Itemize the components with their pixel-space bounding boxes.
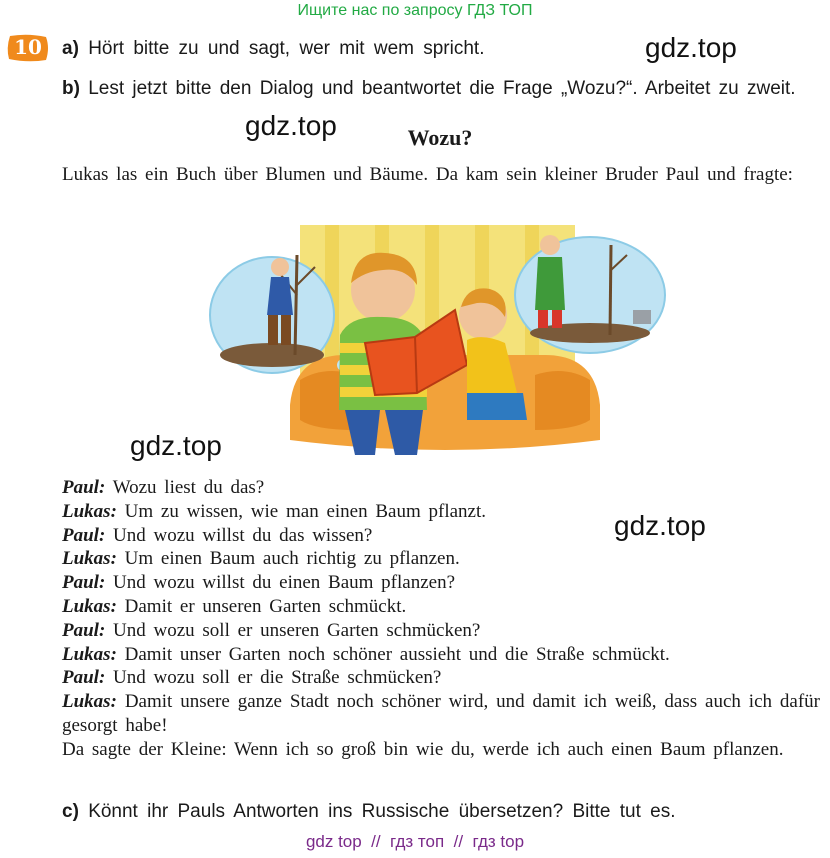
dialog-text: Damit er unseren Garten schmückt.: [124, 595, 407, 617]
dialog-line: [62, 476, 820, 500]
exercise-number: 10: [14, 35, 42, 59]
dialog-text: Und wozu willst du einen Baum pflanzen?: [113, 572, 456, 594]
task-c-letter: c): [62, 801, 79, 822]
speaker-name: Lukas:: [62, 595, 117, 617]
task-c-text: Könnt ihr Pauls Antworten ins Russische übersetzen? Bitte tut es.: [88, 801, 676, 822]
watermark: gdz.top: [614, 510, 706, 541]
dialog-text: Um zu wissen, wie man einen Baum pflanzt.: [124, 500, 486, 522]
dialog-text: Und wozu soll er die Straße schmücken?: [113, 667, 442, 689]
dialog-line: [62, 595, 820, 619]
dialog-text: Damit unsere ganze Stadt noch schöner wird, und damit ich weiß, dass auch ich dafür gesorgt habe!: [62, 691, 820, 736]
dialog-text: Und wozu soll er unseren Garten schmücken?: [113, 619, 481, 641]
dialog-line: [62, 571, 820, 595]
dialog: [62, 476, 820, 762]
watermark: gdz.top: [130, 430, 222, 461]
speaker-name: Lukas:: [62, 500, 117, 522]
watermark: gdz.top: [245, 110, 337, 141]
dialog-line: [62, 690, 820, 738]
task-a-letter: a): [62, 38, 79, 59]
task-c: [62, 800, 822, 823]
footer: gdz top // гдз топ // гдз top: [305, 832, 525, 851]
dialog-text: Um einen Baum auch richtig zu pflanzen.: [124, 548, 460, 570]
speaker-name: Paul:: [62, 667, 106, 689]
dialog-text: Und wozu willst du das wissen?: [113, 524, 373, 546]
dialog-text: Damit unser Garten noch schöner aussieht und die Straße schmückt.: [124, 643, 670, 665]
dialog-line: [62, 643, 820, 667]
task-a: [62, 37, 622, 60]
dialog-line: [62, 524, 820, 548]
dialog-line: [62, 666, 820, 690]
speaker-name: Paul:: [62, 477, 106, 498]
intro-paragraph: Lukas las ein Buch über Blumen und Bäume. Da kam sein kleiner Bruder Paul und fragte:: [62, 164, 793, 185]
text-title: Wozu?: [407, 125, 473, 150]
task-b: [62, 77, 822, 100]
speaker-name: Lukas:: [62, 691, 117, 713]
closing-line: Da sagte der Kleine: Wenn ich so groß bin wie du, werde ich auch einen Baum pflanzen.: [62, 738, 784, 760]
task-b-letter: b): [62, 78, 80, 99]
top-banner: Ищите нас по запросу ГДЗ ТОП: [297, 2, 533, 19]
watermark: gdz.top: [645, 32, 737, 63]
illustration: [205, 215, 675, 460]
dialog-line: [62, 619, 820, 643]
speaker-name: Lukas:: [62, 548, 117, 570]
speaker-name: Lukas:: [62, 643, 117, 665]
speaker-name: Paul:: [62, 524, 106, 546]
dialog-line: [62, 500, 820, 524]
dialog-text: Wozu liest du das?: [112, 477, 265, 498]
exercise-number-badge: [6, 33, 50, 63]
task-a-text: Hört bitte zu und sagt, wer mit wem spricht.: [88, 38, 485, 59]
task-b-text: Lest jetzt bitte den Dialog und beantwortet die Frage „Wozu?“. Arbeitet zu zweit.: [88, 78, 796, 99]
speaker-name: Paul:: [62, 619, 106, 641]
speaker-name: Paul:: [62, 572, 106, 594]
dialog-line: [62, 547, 820, 571]
